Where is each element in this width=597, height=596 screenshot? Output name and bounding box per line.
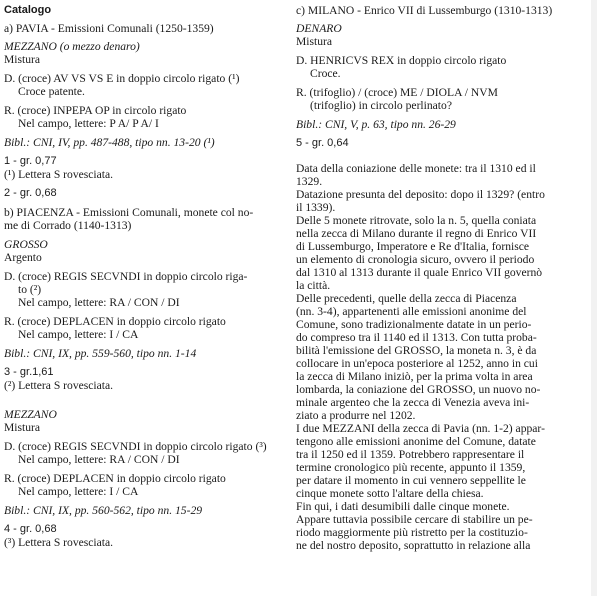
right-column-line: per datare il momento in cui vennero seppellite le <box>296 474 526 487</box>
left-column-line: MEZZANO (o mezzo denaro) <box>4 40 140 53</box>
left-column-line: R. (croce) DEPLACEN in doppio circolo rigato <box>4 315 226 328</box>
left-column-line: (³) Lettera S rovesciata. <box>4 536 114 549</box>
left-column-line: Bibl.: CNI, IV, pp. 487-488, tipo nn. 13-20 (¹) <box>4 136 215 149</box>
right-column-line: Appare tuttavia possibile cercare di stabilire un pe- <box>296 513 533 526</box>
right-column-line: Delle 5 monete ritrovate, solo la n. 5, quella coniata <box>296 214 537 227</box>
left-column-line: Bibl.: CNI, IX, pp. 559-560, tipo nn. 1-14 <box>4 347 197 360</box>
right-column-line: il 1339). <box>296 201 336 214</box>
left-column-line: Nel campo, lettere: RA / CON / DI <box>18 296 180 309</box>
right-column-line: ne del nostro deposito, soprattutto in relazione alla <box>296 539 531 552</box>
right-column-line: Fin qui, i dati desumibili dalle cinque monete. <box>296 500 510 513</box>
right-column-line: minale argenteo che la zecca di Venezia aveva ini- <box>296 396 530 409</box>
left-column-line: D. (croce) AV VS VS E in doppio circolo rigato (¹) <box>4 72 240 85</box>
right-column-line: Mistura <box>296 35 333 48</box>
right-column-line: do compreso tra il 1140 ed il 1313. Con tutta proba- <box>296 331 537 344</box>
left-column-line: R. (croce) INPEPA OP in circolo rigato <box>4 104 187 117</box>
right-column-line: la città. <box>296 279 331 292</box>
left-column-line: Mistura <box>4 53 41 66</box>
right-column-line: nella zecca di Milano durante il regno di Enrico VII <box>296 227 537 240</box>
left-column-line: to (²) <box>18 283 42 296</box>
right-column-line: tra il 1250 ed il 1359. Potrebbero rappresentare il <box>296 448 525 461</box>
right-column-line: collocare in un'epoca posteriore al 1252, anno in cui <box>296 357 538 370</box>
left-column-line: 1 - gr. 0,77 <box>4 155 57 167</box>
left-column-line: (²) Lettera S rovesciata. <box>4 379 114 392</box>
right-column-line: ziato a produrre nel 1202. <box>296 409 416 422</box>
right-column-line: Data della coniazione delle monete: tra il 1310 ed il <box>296 162 536 175</box>
right-column-line: termine cronologico più recente, appunto il 1359, <box>296 461 526 474</box>
right-column-line: dal 1310 al 1313 durante il quale Enrico VII governò <box>296 266 543 279</box>
right-column-line: la zecca di Milano iniziò, per la prima volta in area <box>296 370 533 383</box>
left-column-line: Catalogo <box>4 4 52 16</box>
right-column-line: Comune, sono tradizionalmente datate in un perio- <box>296 318 532 331</box>
left-column-line: 3 - gr.1,61 <box>4 366 54 378</box>
right-column-line: tengono alle emissioni anonime del Comune, datate <box>296 435 536 448</box>
right-column-line: Delle precedenti, quelle della zecca di Piacenza <box>296 292 517 305</box>
right-column-line: (trifoglio) in circolo perlinato? <box>310 99 452 112</box>
left-column-line: Mistura <box>4 421 41 434</box>
right-column-line: R. (trifoglio) / (croce) ME / DIOLA / NVM <box>296 86 498 99</box>
right-column-line: bilità l'emissione del GROSSO, la moneta n. 3, è da <box>296 344 537 357</box>
left-column-line: Bibl.: CNI, IX, pp. 560-562, tipo nn. 15-29 <box>4 504 203 517</box>
left-column-line: b) PIACENZA - Emissioni Comunali, monete col no- <box>4 206 254 219</box>
left-column-line: Nel campo, lettere: I / CA <box>18 328 139 341</box>
left-column-line: me di Corrado (1140-1313) <box>4 219 132 232</box>
right-column-line: Datazione presunta del deposito: dopo il 1329? (entro <box>296 188 545 201</box>
left-column-line: Nel campo, lettere: P A/ P A/ I <box>18 117 159 130</box>
right-column-line: 1329. <box>296 175 323 188</box>
right-column-line: Bibl.: CNI, V, p. 63, tipo nn. 26-29 <box>296 118 456 131</box>
left-column-line: R. (croce) DEPLACEN in doppio circolo rigato <box>4 472 226 485</box>
left-column-line: a) PAVIA - Emissioni Comunali (1250-1359) <box>4 22 214 35</box>
left-column-line: 4 - gr. 0,68 <box>4 523 57 535</box>
right-column-line: riodo maggiormente più ristretto per la costituzio- <box>296 526 528 539</box>
right-column-line: di Lussemburgo, Imperatore e Re d'Italia, fornisce <box>296 240 530 253</box>
left-column-line: GROSSO <box>4 238 48 251</box>
right-column-line: cinque monete sotto l'altare della chiesa. <box>296 487 484 500</box>
left-column-line: Nel campo, lettere: I / CA <box>18 485 139 498</box>
right-column-line: c) MILANO - Enrico VII di Lussemburgo (1310-1313) <box>296 4 553 17</box>
right-column-line: Croce. <box>310 67 341 80</box>
left-column-line: Argento <box>4 251 42 264</box>
right-column-line: D. HENRICVS REX in doppio circolo rigato <box>296 54 507 67</box>
page-edge <box>591 0 597 596</box>
right-column-line: DENARO <box>296 22 342 35</box>
left-column-line: 2 - gr. 0,68 <box>4 187 57 199</box>
left-column-line: D. (croce) REGIS SECVNDI in doppio circolo riga- <box>4 270 248 283</box>
right-column-line: lombarda, la coniazione del GROSSO, un nuovo no- <box>296 383 541 396</box>
left-column-line: D. (croce) REGIS SECVNDI in doppio circolo rigato (³) <box>4 440 267 453</box>
right-column-line: 5 - gr. 0,64 <box>296 137 349 149</box>
right-column-line: I due MEZZANI della zecca di Pavia (nn. 1-2) appar- <box>296 422 545 435</box>
left-column-line: Croce patente. <box>18 85 85 98</box>
left-column-line: MEZZANO <box>4 408 57 421</box>
right-column-line: un elemento di cronologia sicuro, ovvero il periodo <box>296 253 535 266</box>
right-column-line: (nn. 3-4), appartenenti alle emissioni anonime del <box>296 305 527 318</box>
left-column-line: (¹) Lettera S rovesciata. <box>4 168 114 181</box>
left-column-line: Nel campo, lettere: RA / CON / DI <box>18 453 180 466</box>
